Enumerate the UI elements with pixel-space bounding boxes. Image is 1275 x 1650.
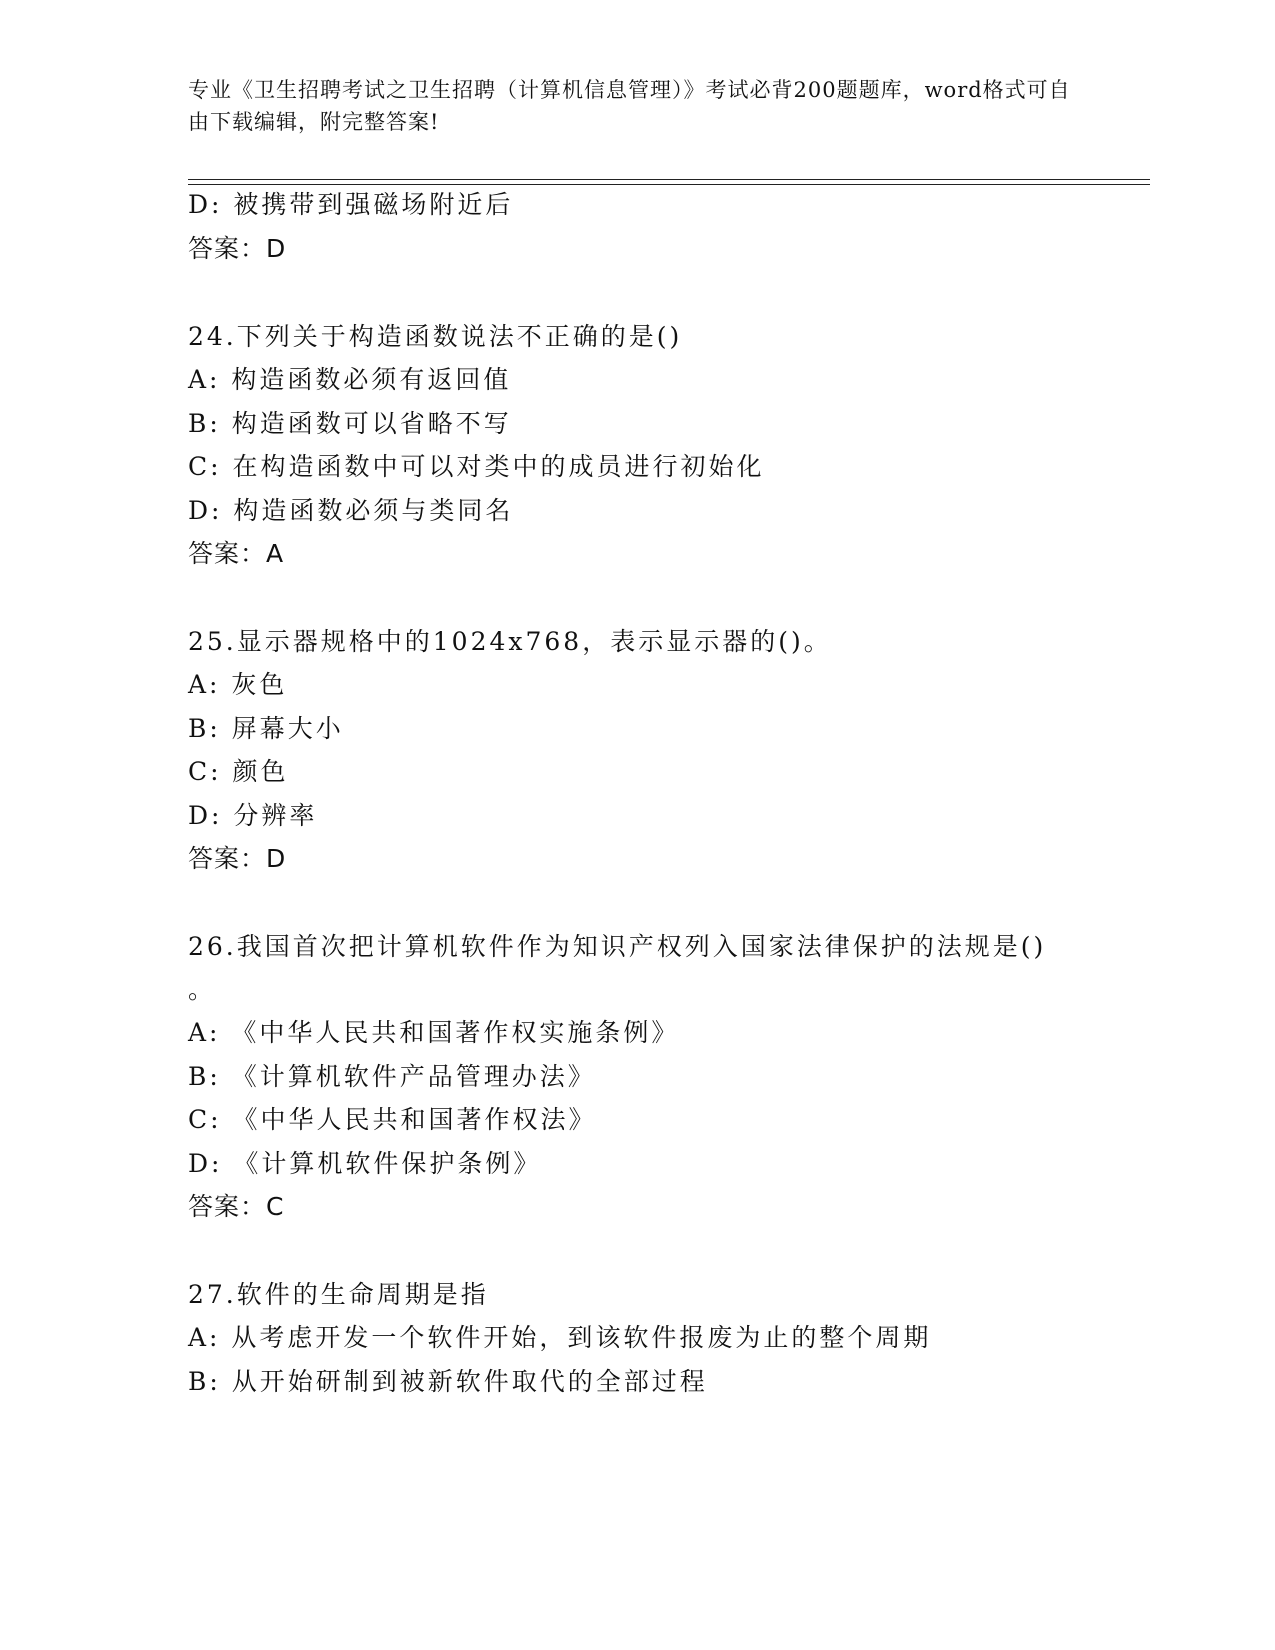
page-header: 专业《卫生招聘考试之卫生招聘（计算机信息管理）》考试必背200题题库，word格式可自由下载编辑，附完整答案! xyxy=(188,78,1071,134)
answer: 答案：A xyxy=(188,539,285,568)
question-stem-continuation: 。 xyxy=(188,975,217,1004)
option-d: D: 构造函数必须与类同名 xyxy=(188,496,514,525)
option-d: D: 《计算机软件保护条例》 xyxy=(188,1149,542,1178)
option-b: B: 屏幕大小 xyxy=(188,714,344,743)
answer: 答案：D xyxy=(188,234,287,263)
header-rule-bottom xyxy=(188,184,1150,185)
option-d: D: 被携带到强磁场附近后 xyxy=(188,190,514,219)
option-a: A: 构造函数必须有返回值 xyxy=(188,365,512,394)
option-a: A: 《中华人民共和国著作权实施条例》 xyxy=(188,1018,680,1047)
option-b: B: 《计算机软件产品管理办法》 xyxy=(188,1062,596,1091)
option-d: D: 分辨率 xyxy=(188,801,318,830)
answer: 答案：C xyxy=(188,1192,285,1221)
answer: 答案：D xyxy=(188,844,287,873)
option-b: B: 从开始研制到被新软件取代的全部过程 xyxy=(188,1367,708,1396)
option-c: C: 颜色 xyxy=(188,757,289,786)
option-c: C: 在构造函数中可以对类中的成员进行初始化 xyxy=(188,452,765,481)
option-b: B: 构造函数可以省略不写 xyxy=(188,409,512,438)
header-rule-top xyxy=(188,179,1150,180)
question-stem: 26.我国首次把计算机软件作为知识产权列入国家法律保护的法规是() xyxy=(188,932,1047,961)
option-a: A: 从考虑开发一个软件开始，到该软件报废为止的整个周期 xyxy=(188,1323,932,1352)
question-stem: 27.软件的生命周期是指 xyxy=(188,1280,489,1309)
question-stem: 25.显示器规格中的1024x768，表示显示器的()。 xyxy=(188,627,832,656)
option-c: C: 《中华人民共和国著作权法》 xyxy=(188,1105,597,1134)
question-stem: 24.下列关于构造函数说法不正确的是() xyxy=(188,322,683,351)
option-a: A: 灰色 xyxy=(188,670,288,699)
